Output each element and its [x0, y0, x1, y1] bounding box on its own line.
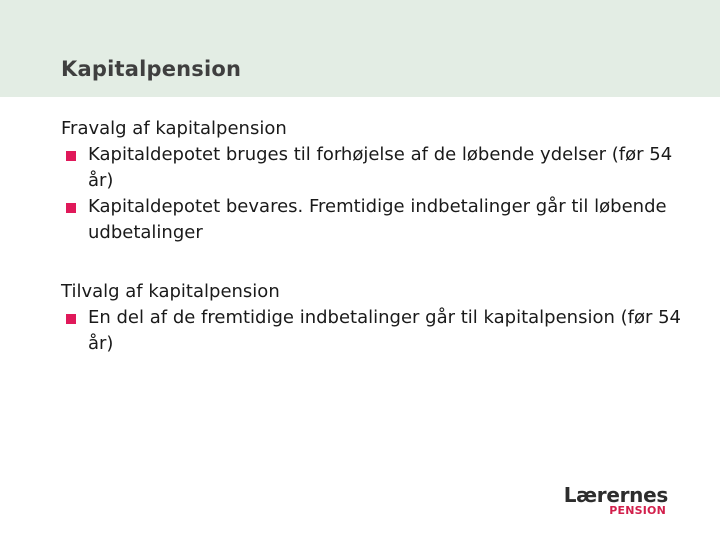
section-heading: Tilvalg af kapitalpension: [61, 281, 280, 302]
bullet-item: [61, 142, 681, 194]
bullet-square-icon: [66, 203, 76, 213]
bullet-list: [61, 142, 681, 246]
logo-subtitle: PENSION: [609, 504, 666, 517]
section-fravalg: [61, 116, 681, 246]
bullet-item: [61, 194, 681, 246]
bullet-square-icon: [66, 151, 76, 161]
bullet-text: Kapitaldepotet bruges til forhøjelse af de løbende ydelser (før 54 år): [88, 144, 673, 191]
bullet-item: [61, 305, 681, 357]
slide-title: Kapitalpension: [61, 57, 242, 81]
bullet-list: [61, 305, 681, 357]
company-logo: [556, 484, 668, 520]
section-heading: Fravalg af kapitalpension: [61, 118, 287, 139]
logo-name: Lærernes: [563, 483, 668, 507]
header-band: [0, 0, 720, 97]
bullet-text: Kapitaldepotet bevares. Fremtidige indbetalinger går til løbende udbetalinger: [88, 196, 667, 243]
bullet-square-icon: [66, 314, 76, 324]
bullet-text: En del af de fremtidige indbetalinger går til kapitalpension (før 54 år): [88, 307, 681, 354]
section-tilvalg: [61, 279, 681, 357]
